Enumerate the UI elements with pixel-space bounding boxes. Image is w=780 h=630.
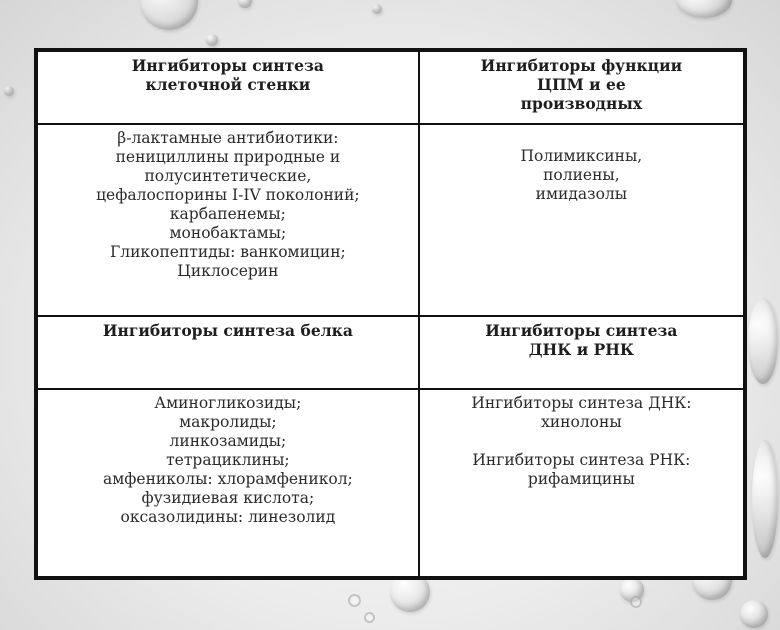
list-item: фузидиевая кислота; xyxy=(141,489,315,507)
header-line: ЦПМ и ее xyxy=(536,75,626,94)
water-drop-decoration xyxy=(740,600,768,628)
table-row xyxy=(37,51,744,124)
header-cell-cell-wall-synthesis-inhibitors xyxy=(37,51,419,124)
header-line: производных xyxy=(520,94,643,113)
list-item: хинолоны xyxy=(541,413,622,431)
table-row xyxy=(37,316,744,389)
list-item: карбапенемы; xyxy=(169,205,286,223)
list-item: рифамицины xyxy=(527,470,635,488)
header-line: Ингибиторы синтеза xyxy=(485,321,678,340)
list-item: Ингибиторы синтеза ДНК: xyxy=(471,394,692,412)
water-ring-decoration xyxy=(630,596,642,608)
cell-membrane-drugs xyxy=(419,124,744,316)
water-drop-decoration xyxy=(140,0,198,30)
water-drop-decoration xyxy=(372,4,382,14)
table-row xyxy=(37,124,744,316)
water-drop-decoration xyxy=(676,0,732,18)
list-item: тетрациклины; xyxy=(166,451,290,469)
list-item: монобактамы; xyxy=(169,224,287,242)
list-item: Гликопептиды: ванкомицин; xyxy=(109,243,346,261)
list-item: β-лактамные антибиотики: xyxy=(117,129,339,147)
water-drop-decoration xyxy=(748,298,778,384)
list-item: Полимиксины, xyxy=(520,147,643,165)
header-line: клеточной стенки xyxy=(145,75,311,94)
list-item: макролиды; xyxy=(179,413,277,431)
list-item: Циклосерин xyxy=(177,262,279,280)
list-item: Ингибиторы синтеза РНК: xyxy=(472,451,691,469)
list-item: оксазолидины: линезолид xyxy=(120,508,336,526)
header-cell-protein-synthesis-inhibitors xyxy=(37,316,419,389)
header-line: Ингибиторы функции xyxy=(480,56,683,75)
water-ring-decoration xyxy=(348,594,361,607)
water-drop-decoration xyxy=(752,440,778,558)
water-drop-decoration xyxy=(238,0,252,8)
cell-protein-synthesis-drugs xyxy=(37,389,419,577)
cell-cell-wall-drugs xyxy=(37,124,419,316)
spacer xyxy=(426,432,737,451)
header-line: Ингибиторы синтеза xyxy=(131,56,324,75)
water-drop-decoration xyxy=(4,86,14,96)
water-drop-decoration xyxy=(206,34,218,46)
cell-nucleic-acid-drugs xyxy=(419,389,744,577)
list-item: амфениколы: хлорамфеникол; xyxy=(102,470,353,488)
header-line: ДНК и РНК xyxy=(528,340,634,359)
list-item: Аминогликозиды; xyxy=(154,394,302,412)
water-ring-decoration xyxy=(364,612,375,623)
list-item: цефалоспорины I-IV поколоний; xyxy=(96,186,360,204)
antibiotic-mechanism-table xyxy=(34,48,747,580)
list-item: имидазолы xyxy=(535,185,628,203)
list-item: пенициллины природные и xyxy=(115,148,341,166)
list-item: полусинтетические, xyxy=(144,167,312,185)
header-line: Ингибиторы синтеза белка xyxy=(102,321,353,340)
header-cell-cytoplasmic-membrane-inhibitors xyxy=(419,51,744,124)
list-item: линкозамиды; xyxy=(169,432,287,450)
table-row xyxy=(37,389,744,577)
list-item: полиены, xyxy=(543,166,620,184)
header-cell-dna-rna-synthesis-inhibitors xyxy=(419,316,744,389)
